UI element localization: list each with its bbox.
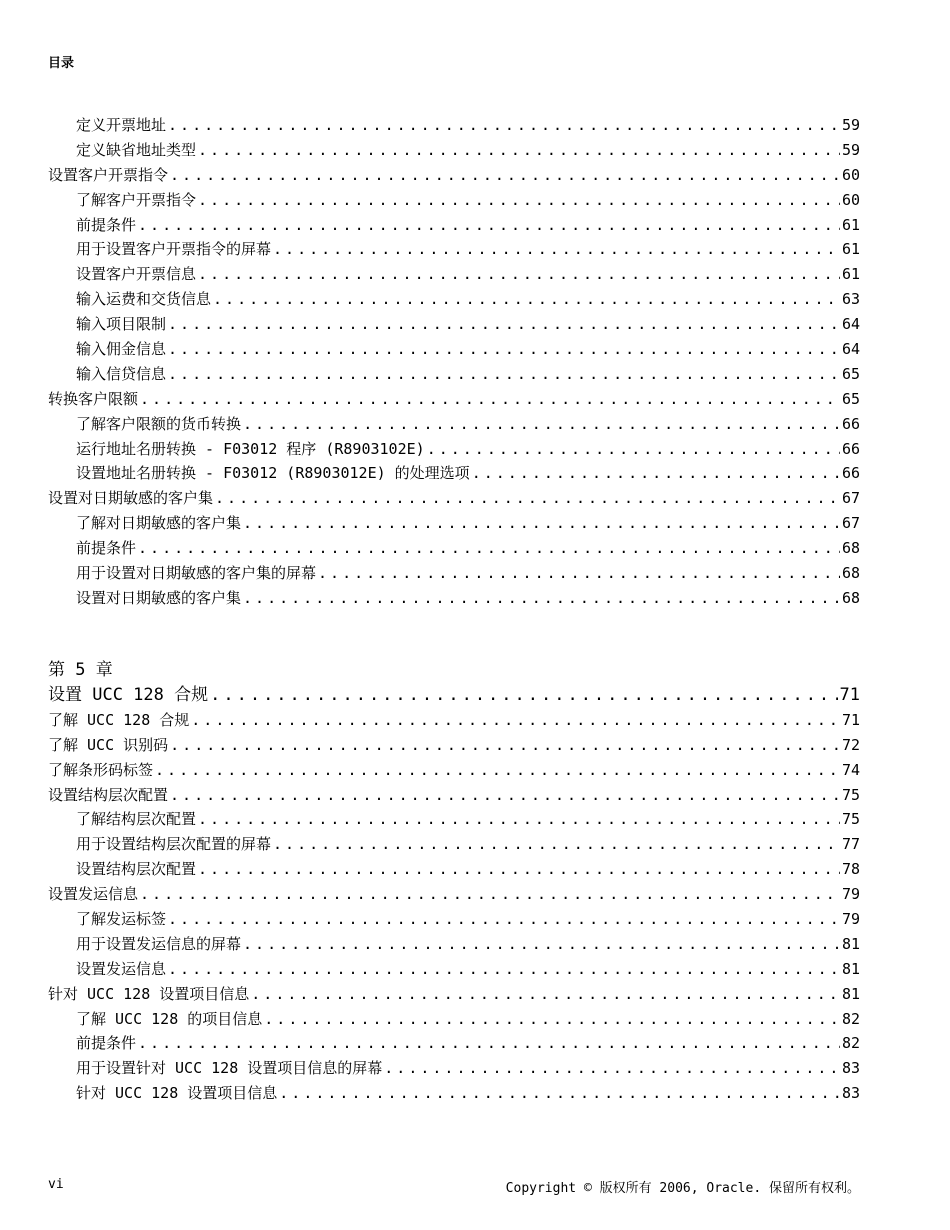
chapter-title: 设置 UCC 128 合规 — [48, 685, 209, 705]
toc-entry[interactable] — [48, 932, 860, 957]
toc-entry-page-number: 75 — [841, 810, 860, 829]
dot-leader — [279, 1081, 840, 1106]
dot-leader — [168, 312, 840, 337]
footer-page-number: vi — [48, 1177, 64, 1192]
toc-entry-page-number: 63 — [841, 290, 860, 309]
toc-entry-title: 前提条件 — [76, 215, 137, 234]
toc-entry-page-number: 81 — [841, 984, 860, 1003]
dot-leader — [138, 536, 840, 561]
toc-entry-title: 用于设置发运信息的屏幕 — [76, 934, 242, 953]
toc-entry[interactable] — [48, 586, 860, 611]
toc-entry-page-number: 65 — [841, 389, 860, 408]
toc-entry-title: 用于设置客户开票指令的屏幕 — [76, 240, 272, 259]
toc-entry-page-number: 67 — [841, 489, 860, 508]
dot-leader — [213, 287, 840, 312]
toc-entry-title: 设置发运信息 — [76, 959, 167, 978]
toc-entry-page-number: 61 — [841, 240, 860, 259]
toc-entry[interactable] — [48, 486, 860, 511]
toc-entry-page-number: 83 — [841, 1059, 860, 1078]
dot-leader — [168, 957, 840, 982]
toc-entry[interactable] — [48, 163, 860, 188]
dot-leader — [140, 387, 840, 412]
dot-leader — [251, 982, 840, 1007]
toc-entry[interactable] — [48, 733, 860, 758]
dot-leader — [168, 113, 840, 138]
toc-entry[interactable] — [48, 807, 860, 832]
toc-entry-page-number: 82 — [841, 1009, 860, 1028]
dot-leader — [273, 237, 840, 262]
page-header-title: 目录 — [48, 56, 75, 71]
dot-leader — [243, 511, 840, 536]
dot-leader — [170, 163, 840, 188]
toc-entry-title: 了解 UCC 128 合规 — [48, 710, 190, 729]
toc-entry[interactable] — [48, 113, 860, 138]
toc-entry[interactable] — [48, 387, 860, 412]
dot-leader — [140, 882, 840, 907]
dot-leader — [138, 213, 840, 238]
toc-entry[interactable] — [48, 138, 860, 163]
toc-entry[interactable] — [48, 783, 860, 808]
toc-entry-page-number: 61 — [841, 265, 860, 284]
toc-entry-page-number: 64 — [841, 315, 860, 334]
toc-entry-page-number: 81 — [841, 959, 860, 978]
toc-entry-page-number: 65 — [841, 364, 860, 383]
dot-leader — [170, 733, 840, 758]
dot-leader — [198, 807, 840, 832]
dot-leader — [427, 437, 840, 462]
toc-entry[interactable] — [48, 412, 860, 437]
toc-entry[interactable] — [48, 511, 860, 536]
toc-entry[interactable] — [48, 437, 860, 462]
toc-entry[interactable] — [48, 832, 860, 857]
toc-entry-title: 了解 UCC 识别码 — [48, 735, 169, 754]
toc-entry-page-number: 60 — [841, 165, 860, 184]
toc-entry-title: 了解客户限额的货币转换 — [76, 414, 242, 433]
toc-entry-page-number: 59 — [841, 140, 860, 159]
toc-entry[interactable] — [48, 882, 860, 907]
toc-entry-page-number: 75 — [841, 785, 860, 804]
toc-entry-page-number: 64 — [841, 340, 860, 359]
toc-entry-title: 了解发运标签 — [76, 910, 167, 929]
toc-entry-page-number: 77 — [841, 835, 860, 854]
toc-entry[interactable] — [48, 287, 860, 312]
toc-entry-page-number: 67 — [841, 514, 860, 533]
toc-entry-title: 转换客户限额 — [48, 389, 139, 408]
toc-entry-title: 设置地址名册转换 - F03012 (R8903012E) 的处理选项 — [76, 464, 470, 483]
toc-entry-title: 了解条形码标签 — [48, 760, 154, 779]
toc-entry[interactable] — [48, 1056, 860, 1081]
toc-entry[interactable] — [48, 957, 860, 982]
toc-entry[interactable] — [48, 1007, 860, 1032]
toc-entry-page-number: 61 — [841, 215, 860, 234]
dot-leader — [155, 758, 840, 783]
toc-entry-title: 针对 UCC 128 设置项目信息 — [48, 984, 250, 1003]
toc-entry-page-number: 72 — [841, 735, 860, 754]
toc-entry-title: 了解客户开票指令 — [76, 190, 197, 209]
toc-entry-page-number: 71 — [841, 710, 860, 729]
toc-entry-page-number: 79 — [841, 885, 860, 904]
toc-section-1 — [48, 113, 860, 611]
toc-entry-title: 用于设置对日期敏感的客户集的屏幕 — [76, 564, 317, 583]
toc-entry-page-number: 68 — [841, 564, 860, 583]
toc-entry-page-number: 68 — [841, 539, 860, 558]
toc-entry[interactable] — [48, 536, 860, 561]
toc-entry-page-number: 81 — [841, 934, 860, 953]
toc-entry-title: 用于设置针对 UCC 128 设置项目信息的屏幕 — [76, 1059, 383, 1078]
toc-entry-title: 设置对日期敏感的客户集 — [76, 588, 242, 607]
toc-entry-title: 输入信贷信息 — [76, 364, 167, 383]
toc-entry-title: 前提条件 — [76, 539, 137, 558]
chapter-label: 第 5 章 — [48, 660, 113, 680]
dot-leader — [170, 783, 840, 808]
toc-entry[interactable] — [48, 1031, 860, 1056]
dot-leader — [384, 1056, 840, 1081]
dot-leader — [138, 1031, 840, 1056]
toc-entry-page-number: 82 — [841, 1034, 860, 1053]
toc-entry-title: 设置结构层次配置 — [48, 785, 169, 804]
toc-entry-title: 设置结构层次配置 — [76, 860, 197, 879]
dot-leader — [198, 188, 840, 213]
chapter-title-entry[interactable] — [48, 683, 860, 708]
toc-entry-title: 设置客户开票信息 — [76, 265, 197, 284]
toc-entry-title: 输入运费和交货信息 — [76, 290, 212, 309]
dot-leader — [198, 857, 840, 882]
dot-leader — [318, 561, 840, 586]
toc-entry[interactable] — [48, 213, 860, 238]
toc-entry-page-number: 74 — [841, 760, 860, 779]
toc-entry-title: 了解 UCC 128 的项目信息 — [76, 1009, 263, 1028]
dot-leader — [243, 412, 840, 437]
toc-entry-title: 设置发运信息 — [48, 885, 139, 904]
toc-entry-title: 运行地址名册转换 - F03012 程序 (R8903102E) — [76, 439, 425, 458]
toc-entry-page-number: 59 — [841, 116, 860, 134]
footer-copyright: Copyright © 版权所有 2006, Oracle. 保留所有权利。 — [505, 1181, 860, 1196]
toc-entry-page-number: 83 — [841, 1084, 860, 1103]
toc-entry-title: 用于设置结构层次配置的屏幕 — [76, 835, 272, 854]
toc-entry-title: 输入佣金信息 — [76, 340, 167, 359]
toc-entry[interactable] — [48, 237, 860, 262]
toc-entry[interactable] — [48, 907, 860, 932]
toc-entry-title: 针对 UCC 128 设置项目信息 — [76, 1084, 278, 1103]
dot-leader — [168, 337, 840, 362]
dot-leader — [168, 362, 840, 387]
toc-entry[interactable] — [48, 982, 860, 1007]
toc-entry-page-number: 66 — [841, 414, 860, 433]
toc-entry-title: 定义缺省地址类型 — [76, 140, 197, 159]
toc-section-2 — [48, 683, 860, 1106]
toc-entry[interactable] — [48, 758, 860, 783]
toc-entry[interactable] — [48, 262, 860, 287]
dot-leader — [210, 683, 837, 708]
toc-entry-title: 设置客户开票指令 — [48, 165, 169, 184]
toc-entry[interactable] — [48, 857, 860, 882]
toc-entry[interactable] — [48, 461, 860, 486]
toc-entry[interactable] — [48, 312, 860, 337]
toc-entry-page-number: 66 — [841, 464, 860, 483]
toc-entry-page-number: 79 — [841, 910, 860, 929]
toc-entry[interactable] — [48, 1081, 860, 1106]
toc-entry-title: 输入项目限制 — [76, 315, 167, 334]
toc-entry-title: 定义开票地址 — [76, 116, 167, 134]
dot-leader — [198, 138, 840, 163]
toc-entry-page-number: 66 — [841, 439, 860, 458]
toc-entry-page-number: 78 — [841, 860, 860, 879]
chapter-page-number: 71 — [839, 685, 860, 705]
dot-leader — [243, 586, 840, 611]
toc-entry[interactable] — [48, 337, 860, 362]
dot-leader — [273, 832, 840, 857]
toc-entry-title: 设置对日期敏感的客户集 — [48, 489, 214, 508]
toc-entry-page-number: 60 — [841, 190, 860, 209]
toc-entry-title: 前提条件 — [76, 1034, 137, 1053]
dot-leader — [191, 708, 840, 733]
toc-entry[interactable] — [48, 708, 860, 733]
dot-leader — [243, 932, 840, 957]
toc-entry[interactable] — [48, 188, 860, 213]
dot-leader — [168, 907, 840, 932]
toc-entry-title: 了解对日期敏感的客户集 — [76, 514, 242, 533]
dot-leader — [472, 461, 840, 486]
dot-leader — [215, 486, 840, 511]
toc-entry[interactable] — [48, 362, 860, 387]
toc-entry[interactable] — [48, 561, 860, 586]
toc-entry-page-number: 68 — [841, 588, 860, 607]
toc-entry-title: 了解结构层次配置 — [76, 810, 197, 829]
dot-leader — [264, 1007, 840, 1032]
dot-leader — [198, 262, 840, 287]
